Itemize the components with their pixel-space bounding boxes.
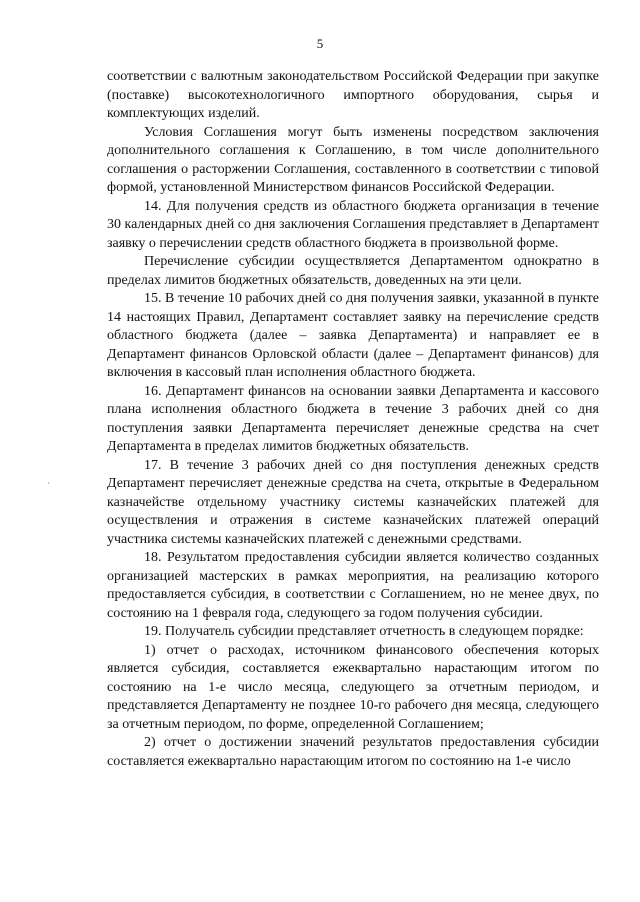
paragraph-19-item-2: 2) отчет о достижении значений результатов предоставления субсидии составляется ежеквартально нарастающим итогом по состоянию на 1-е число bbox=[107, 735, 599, 769]
paragraph-14: 14. Для получения средств из областного бюджета организация в течение 30 календарных дней со дня заключения Соглашения представляет в Департамент заявку о перечислении средств областного бюджета в произвольной форме. bbox=[107, 198, 599, 251]
paragraph-17: 17. В течение 3 рабочих дней со дня поступления денежных средств Департамент перечисляет денежные средства на счета, открытые в Федеральном казначействе отдельному участнику системы казначейских платежей для осуществления и отражения в системе казначейских платежей операций участника системы казначейских платежей с денежными средствами. bbox=[107, 457, 599, 547]
paragraph-19-item-1: 1) отчет о расходах, источником финансового обеспечения которых является субсидия, составляется ежеквартально нарастающим итогом по состоянию на 1-е число месяца, следующего за отчетным периодом, и представляется Департаменту не позднее 10-го рабочего дня месяца, следующего за отчетным периодом, по форме, определенной Соглашением; bbox=[107, 642, 599, 732]
paragraph-continuation: соответствии с валютным законодательством Российской Федерации при закупке (поставке) высокотехнологичного импортного оборудования, сырья и комплектующих изделий. bbox=[107, 69, 599, 121]
paragraph-agreement-changes: Условия Соглашения могут быть изменены посредством заключения дополнительного соглашения к Соглашению, в том числе дополнительного соглашения о расторжении Соглашения, составленного в соответствии с типовой формой, установленной Министерством финансов Российской Федерации. bbox=[107, 124, 599, 195]
paragraph-subsidy-transfer: Перечисление субсидии осуществляется Департаментом однократно в пределах лимитов бюджетных обязательств, доведенных на эти цели. bbox=[107, 254, 599, 288]
paragraph-19: 19. Получатель субсидии представляет отчетность в следующем порядке: bbox=[144, 624, 584, 639]
document-text bbox=[107, 68, 599, 771]
paragraph-16: 16. Департамент финансов на основании заявки Департамента и кассового плана исполнения областного бюджета в течение 3 рабочих дней со дня поступления заявки Департамента перечисляет денежные средства на счет Департамента в пределах лимитов бюджетных обязательств. bbox=[107, 383, 599, 454]
paragraph-15: 15. В течение 10 рабочих дней со дня получения заявки, указанной в пункте 14 настоящих Правил, Департамент составляет заявку на перечисление средств областного бюджета (далее – заявка Департамента) и направляет ее в Департамент финансов Орловской области (далее – Департамент финансов) для включения в кассовый план исполнения областного бюджета. bbox=[107, 291, 599, 380]
page-number: 5 bbox=[316, 36, 324, 51]
scan-margin-mark bbox=[48, 482, 49, 484]
paragraph-18: 18. Результатом предоставления субсидии является количество созданных организацией мастерских в рамках мероприятия, на реализацию которого предоставляется субсидия, в соответствии с Соглашением, но не менее двух, по состоянию на 1 февраля года, следующего за годом получения субсидии. bbox=[107, 550, 599, 621]
